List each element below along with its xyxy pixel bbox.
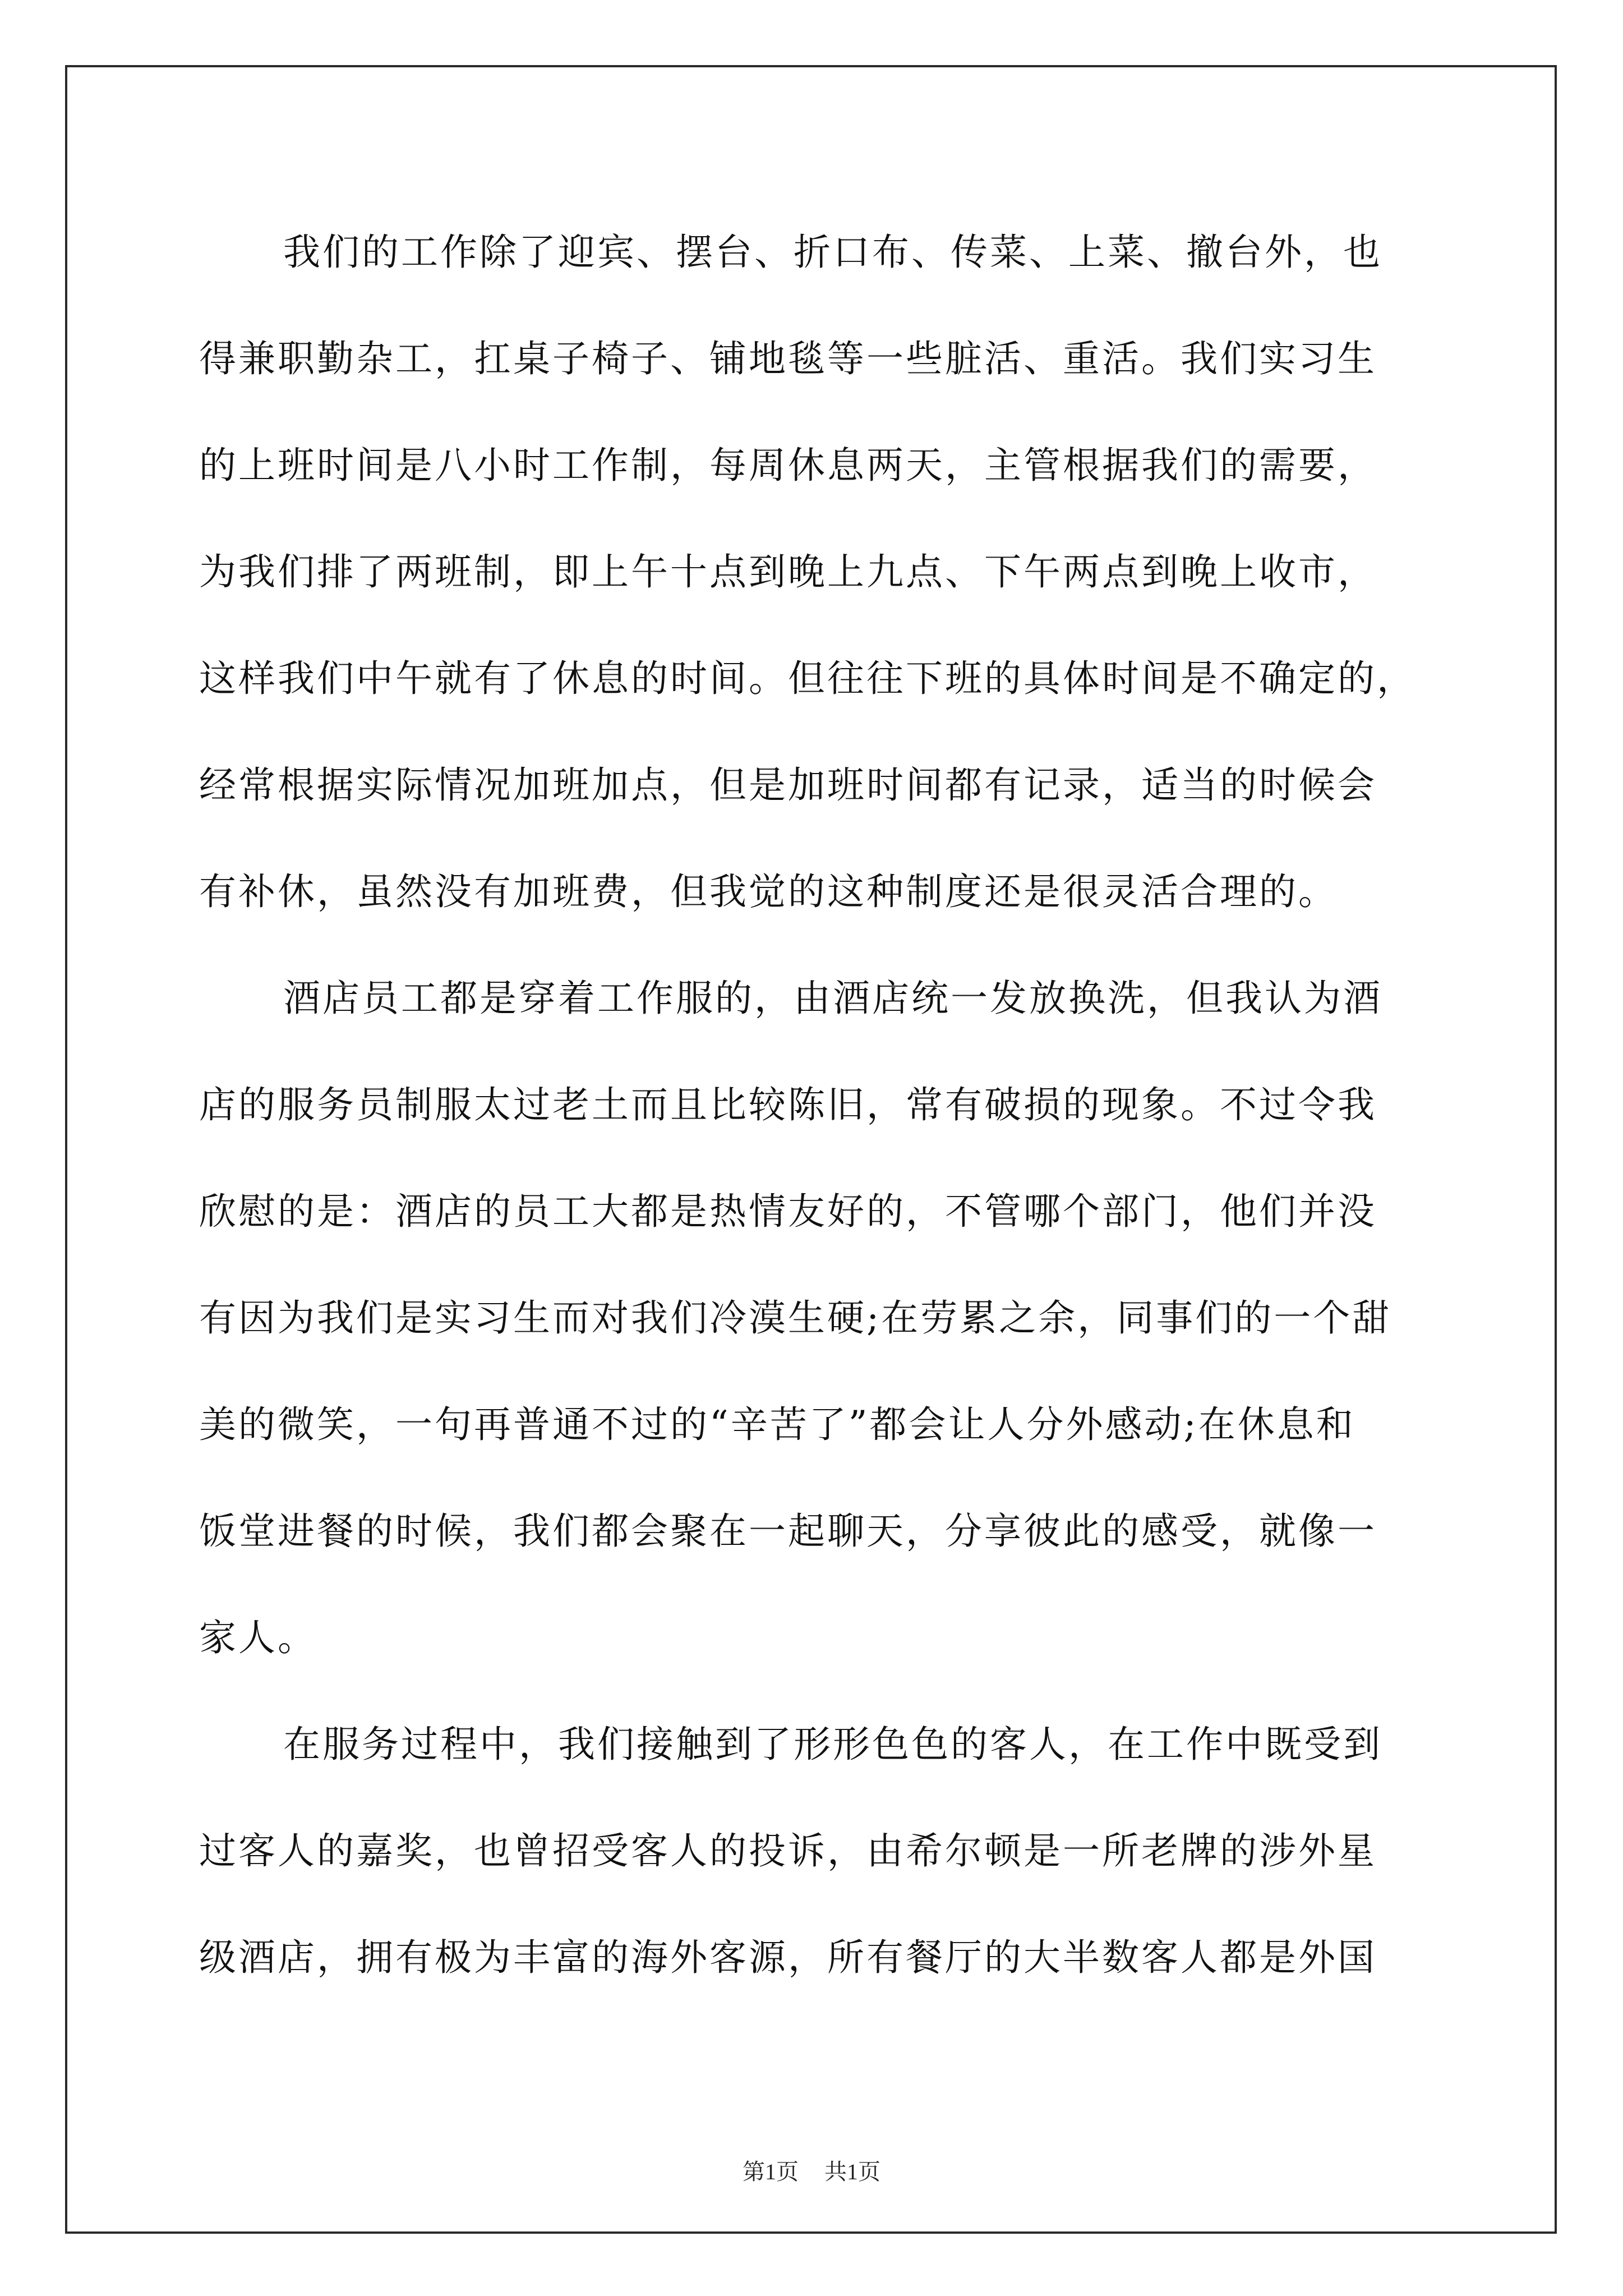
paragraph-1-line-7: 有补休，虽然没有加班费，但我觉的这种制度还是很灵活合理的。	[199, 870, 1338, 913]
paragraph-1-line-6: 经常根据实际情况加班加点，但是加班时间都有记录，适当的时候会	[199, 763, 1377, 807]
paragraph-2-line-3: 欣慰的是：酒店的员工大都是热情友好的，不管哪个部门，他们并没	[199, 1190, 1377, 1233]
paragraph-1-line-2: 得兼职勤杂工，扛桌子椅子、铺地毯等一些脏活、重活。我们实习生	[199, 337, 1377, 380]
paragraph-2-line-7: 家人。	[199, 1616, 317, 1659]
paragraph-3-line-3: 级酒店，拥有极为丰富的海外客源，所有餐厅的大半数客人都是外国	[199, 1936, 1377, 1979]
paragraph-3-line-1: 在服务过程中，我们接触到了形形色色的客人，在工作中既受到	[283, 1723, 1382, 1766]
paragraph-1-line-5: 这样我们中午就有了休息的时间。但往往下班的具体时间是不确定的，	[199, 657, 1416, 700]
page-footer	[0, 2154, 1623, 2186]
paragraph-2-line-4: 有因为我们是实习生而对我们冷漠生硬;在劳累之余，同事们的一个甜	[199, 1296, 1392, 1340]
paragraph-1-line-4: 为我们排了两班制，即上午十点到晚上九点、下午两点到晚上收市，	[199, 550, 1377, 593]
page-total: 共1页	[824, 2159, 880, 2184]
page-number: 第1页	[743, 2159, 799, 2184]
paragraph-2-line-2: 店的服务员制服太过老土而且比较陈旧，常有破损的现象。不过令我	[199, 1083, 1377, 1126]
paragraph-3-line-2: 过客人的嘉奖，也曾招受客人的投诉，由希尔顿是一所老牌的涉外星	[199, 1829, 1377, 1872]
document-body	[199, 216, 1433, 2028]
paragraph-1-line-1: 我们的工作除了迎宾、摆台、折口布、传菜、上菜、撤台外，也	[283, 231, 1382, 274]
paragraph-1-line-3: 的上班时间是八小时工作制，每周休息两天，主管根据我们的需要，	[199, 444, 1377, 487]
paragraph-2-line-1: 酒店员工都是穿着工作服的，由酒店统一发放换洗，但我认为酒	[283, 977, 1382, 1020]
paragraph-2-line-5: 美的微笑，一句再普通不过的“辛苦了”都会让人分外感动;在休息和	[199, 1403, 1355, 1446]
paragraph-2-line-6: 饭堂进餐的时候，我们都会聚在一起聊天，分享彼此的感受，就像一	[199, 1510, 1377, 1553]
